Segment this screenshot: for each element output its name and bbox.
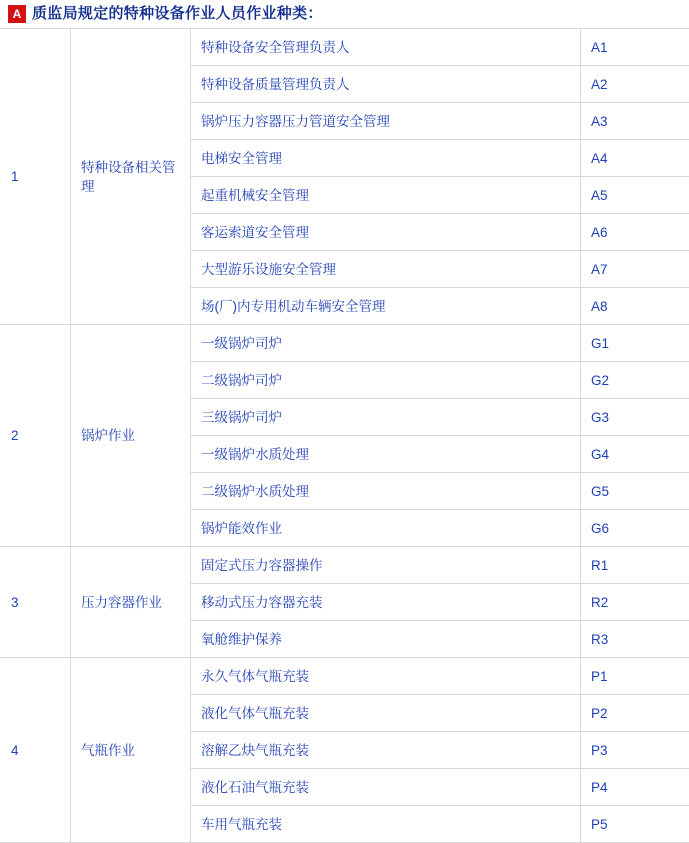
occupation-code-cell: A5 <box>581 177 689 214</box>
occupation-code-cell: P5 <box>581 806 689 843</box>
occupation-code-cell: P3 <box>581 732 689 769</box>
occupation-code-cell: A6 <box>581 214 689 251</box>
occupation-code-cell: G1 <box>581 325 689 362</box>
occupation-name-cell: 锅炉能效作业 <box>191 510 581 547</box>
page-title: 质监局规定的特种设备作业人员作业种类： <box>32 5 323 23</box>
occupation-code-cell: A7 <box>581 251 689 288</box>
group-category-cell: 压力容器作业 <box>71 547 191 658</box>
occupation-name-cell: 溶解乙炔气瓶充装 <box>191 732 581 769</box>
section-header <box>0 0 689 28</box>
occupation-name-cell: 场(厂)内专用机动车辆安全管理 <box>191 288 581 325</box>
occupation-name-cell: 特种设备质量管理负责人 <box>191 66 581 103</box>
table-row <box>1 29 689 66</box>
table-row <box>1 547 689 584</box>
occupation-code-cell: A1 <box>581 29 689 66</box>
occupation-name-cell: 二级锅炉水质处理 <box>191 473 581 510</box>
occupation-code-cell: P1 <box>581 658 689 695</box>
occupation-code-cell: A3 <box>581 103 689 140</box>
group-index-cell: 1 <box>1 29 71 325</box>
occupation-name-cell: 液化石油气瓶充装 <box>191 769 581 806</box>
occupation-name-cell: 三级锅炉司炉 <box>191 399 581 436</box>
occupation-name-cell: 固定式压力容器操作 <box>191 547 581 584</box>
occupation-code-cell: A4 <box>581 140 689 177</box>
table-row <box>1 658 689 695</box>
occupation-name-cell: 客运索道安全管理 <box>191 214 581 251</box>
occupation-code-cell: R2 <box>581 584 689 621</box>
occupation-code-cell: G5 <box>581 473 689 510</box>
occupation-name-cell: 车用气瓶充装 <box>191 806 581 843</box>
occupation-name-cell: 大型游乐设施安全管理 <box>191 251 581 288</box>
occupation-code-cell: G3 <box>581 399 689 436</box>
occupation-name-cell: 起重机械安全管理 <box>191 177 581 214</box>
occupation-code-cell: P4 <box>581 769 689 806</box>
table-body <box>1 29 689 843</box>
occupation-name-cell: 锅炉压力容器压力管道安全管理 <box>191 103 581 140</box>
occupation-name-cell: 特种设备安全管理负责人 <box>191 29 581 66</box>
group-index-cell: 3 <box>1 547 71 658</box>
occupation-name-cell: 移动式压力容器充装 <box>191 584 581 621</box>
occupation-code-cell: G2 <box>581 362 689 399</box>
occupation-code-cell: R3 <box>581 621 689 658</box>
group-category-cell: 锅炉作业 <box>71 325 191 547</box>
occupation-name-cell: 一级锅炉水质处理 <box>191 436 581 473</box>
occupation-name-cell: 永久气体气瓶充装 <box>191 658 581 695</box>
occupation-code-cell: A2 <box>581 66 689 103</box>
table-row <box>1 325 689 362</box>
occupation-name-cell: 电梯安全管理 <box>191 140 581 177</box>
occupation-category-table <box>0 28 689 843</box>
occupation-code-cell: A8 <box>581 288 689 325</box>
occupation-code-cell: P2 <box>581 695 689 732</box>
group-index-cell: 2 <box>1 325 71 547</box>
group-category-cell: 气瓶作业 <box>71 658 191 843</box>
occupation-code-cell: G4 <box>581 436 689 473</box>
occupation-name-cell: 一级锅炉司炉 <box>191 325 581 362</box>
occupation-name-cell: 氧舱维护保养 <box>191 621 581 658</box>
group-index-cell: 4 <box>1 658 71 843</box>
group-category-cell: 特种设备相关管理 <box>71 29 191 325</box>
occupation-code-cell: G6 <box>581 510 689 547</box>
section-badge-icon: A <box>8 5 26 23</box>
occupation-name-cell: 二级锅炉司炉 <box>191 362 581 399</box>
occupation-code-cell: R1 <box>581 547 689 584</box>
occupation-name-cell: 液化气体气瓶充装 <box>191 695 581 732</box>
